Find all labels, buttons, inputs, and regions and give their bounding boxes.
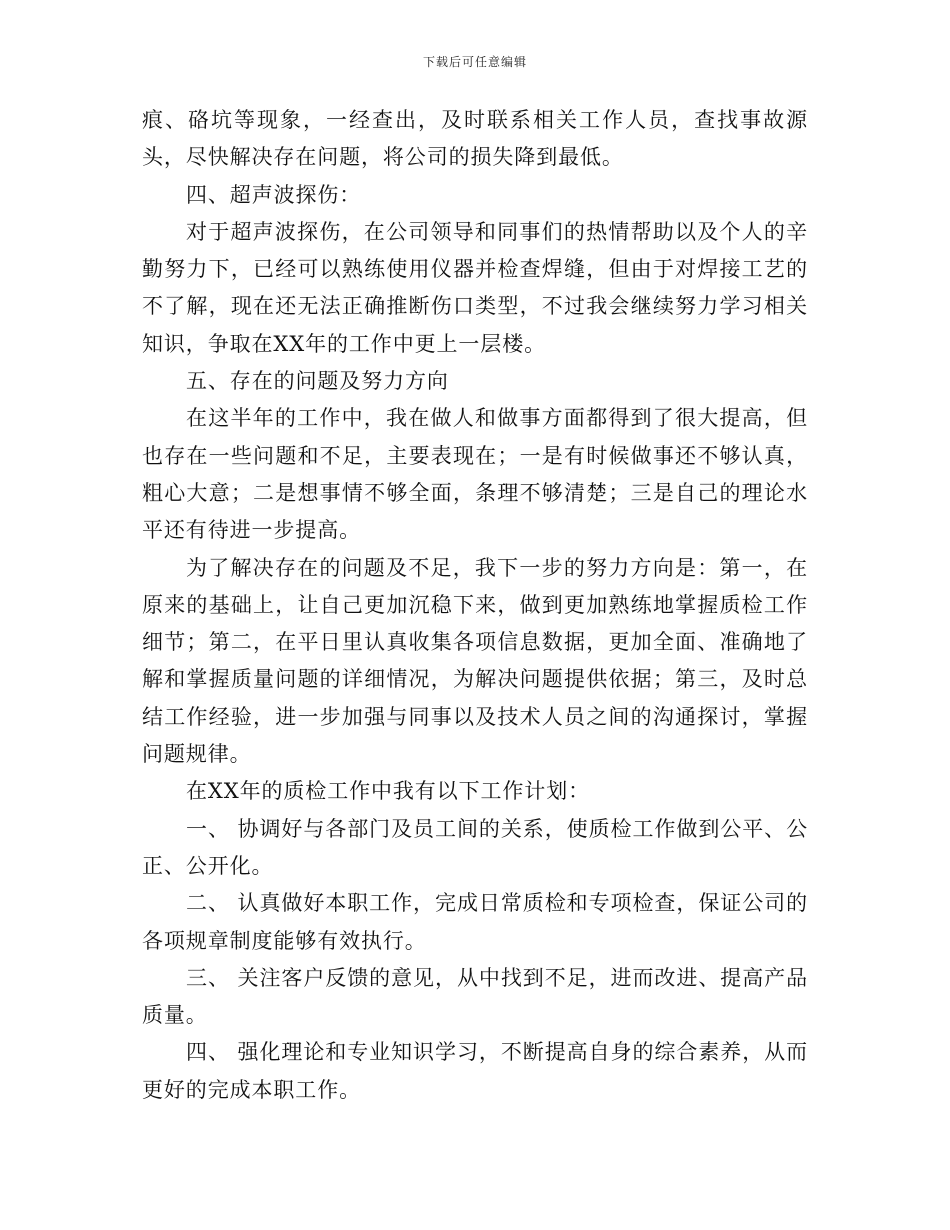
document-body [142, 102, 808, 1109]
plan-item: 二、 认真做好本职工作，完成日常质检和专项检查，保证公司的各项规章制度能够有效执行。 [142, 891, 808, 953]
section-heading: 五、存在的问题及努力方向 [186, 369, 449, 394]
paragraph: 为了解决存在的问题及不足，我下一步的努力方向是：第一，在原来的基础上，让自己更加沉稳下来，做到更加熟练地掌握质检工作细节；第二，在平日里认真收集各项信息数据，更加全面、准确地了解和掌握质量问题的详细情况，为解决问题提供依据；第三，及时总结工作经验，进一步加强与同事以及技术人员之间的沟通探讨，掌握问题规律。 [142, 555, 808, 767]
section-heading: 四、超声波探伤： [186, 182, 362, 207]
paragraph: 在这半年的工作中，我在做人和做事方面都得到了很大提高，但也存在一些问题和不足，主要表现在；一是有时候做事还不够认真，粗心大意；二是想事情不够全面，条理不够清楚；三是自己的理论水平还有待进一步提高。 [142, 406, 808, 543]
paragraph: 在XX年的质检工作中我有以下工作计划： [186, 779, 590, 804]
plan-item: 三、 关注客户反馈的意见，从中找到不足，进而改进、提高产品质量。 [142, 965, 808, 1028]
paragraph: 对于超声波探伤，在公司领导和同事们的热情帮助以及个人的辛勤努力下，已经可以熟练使用仪器并检查焊缝，但由于对焊接工艺的不了解，现在还无法正确推断伤口类型，不过我会继续努力学习相关知识，争取在XX年的工作中更上一层楼。 [142, 219, 808, 356]
plan-item: 一、 协调好与各部门及员工间的关系，使质检工作做到公平、公正、公开化。 [142, 816, 808, 878]
paragraph: 痕、硌坑等现象，一经查出，及时联系相关工作人员，查找事故源头，尽快解决存在问题，将公司的损失降到最低。 [142, 108, 808, 170]
plan-item: 四、 强化理论和专业知识学习，不断提高自身的综合素养，从而更好的完成本职工作。 [142, 1040, 808, 1102]
page-header: 下载后可任意编辑 [422, 55, 527, 69]
